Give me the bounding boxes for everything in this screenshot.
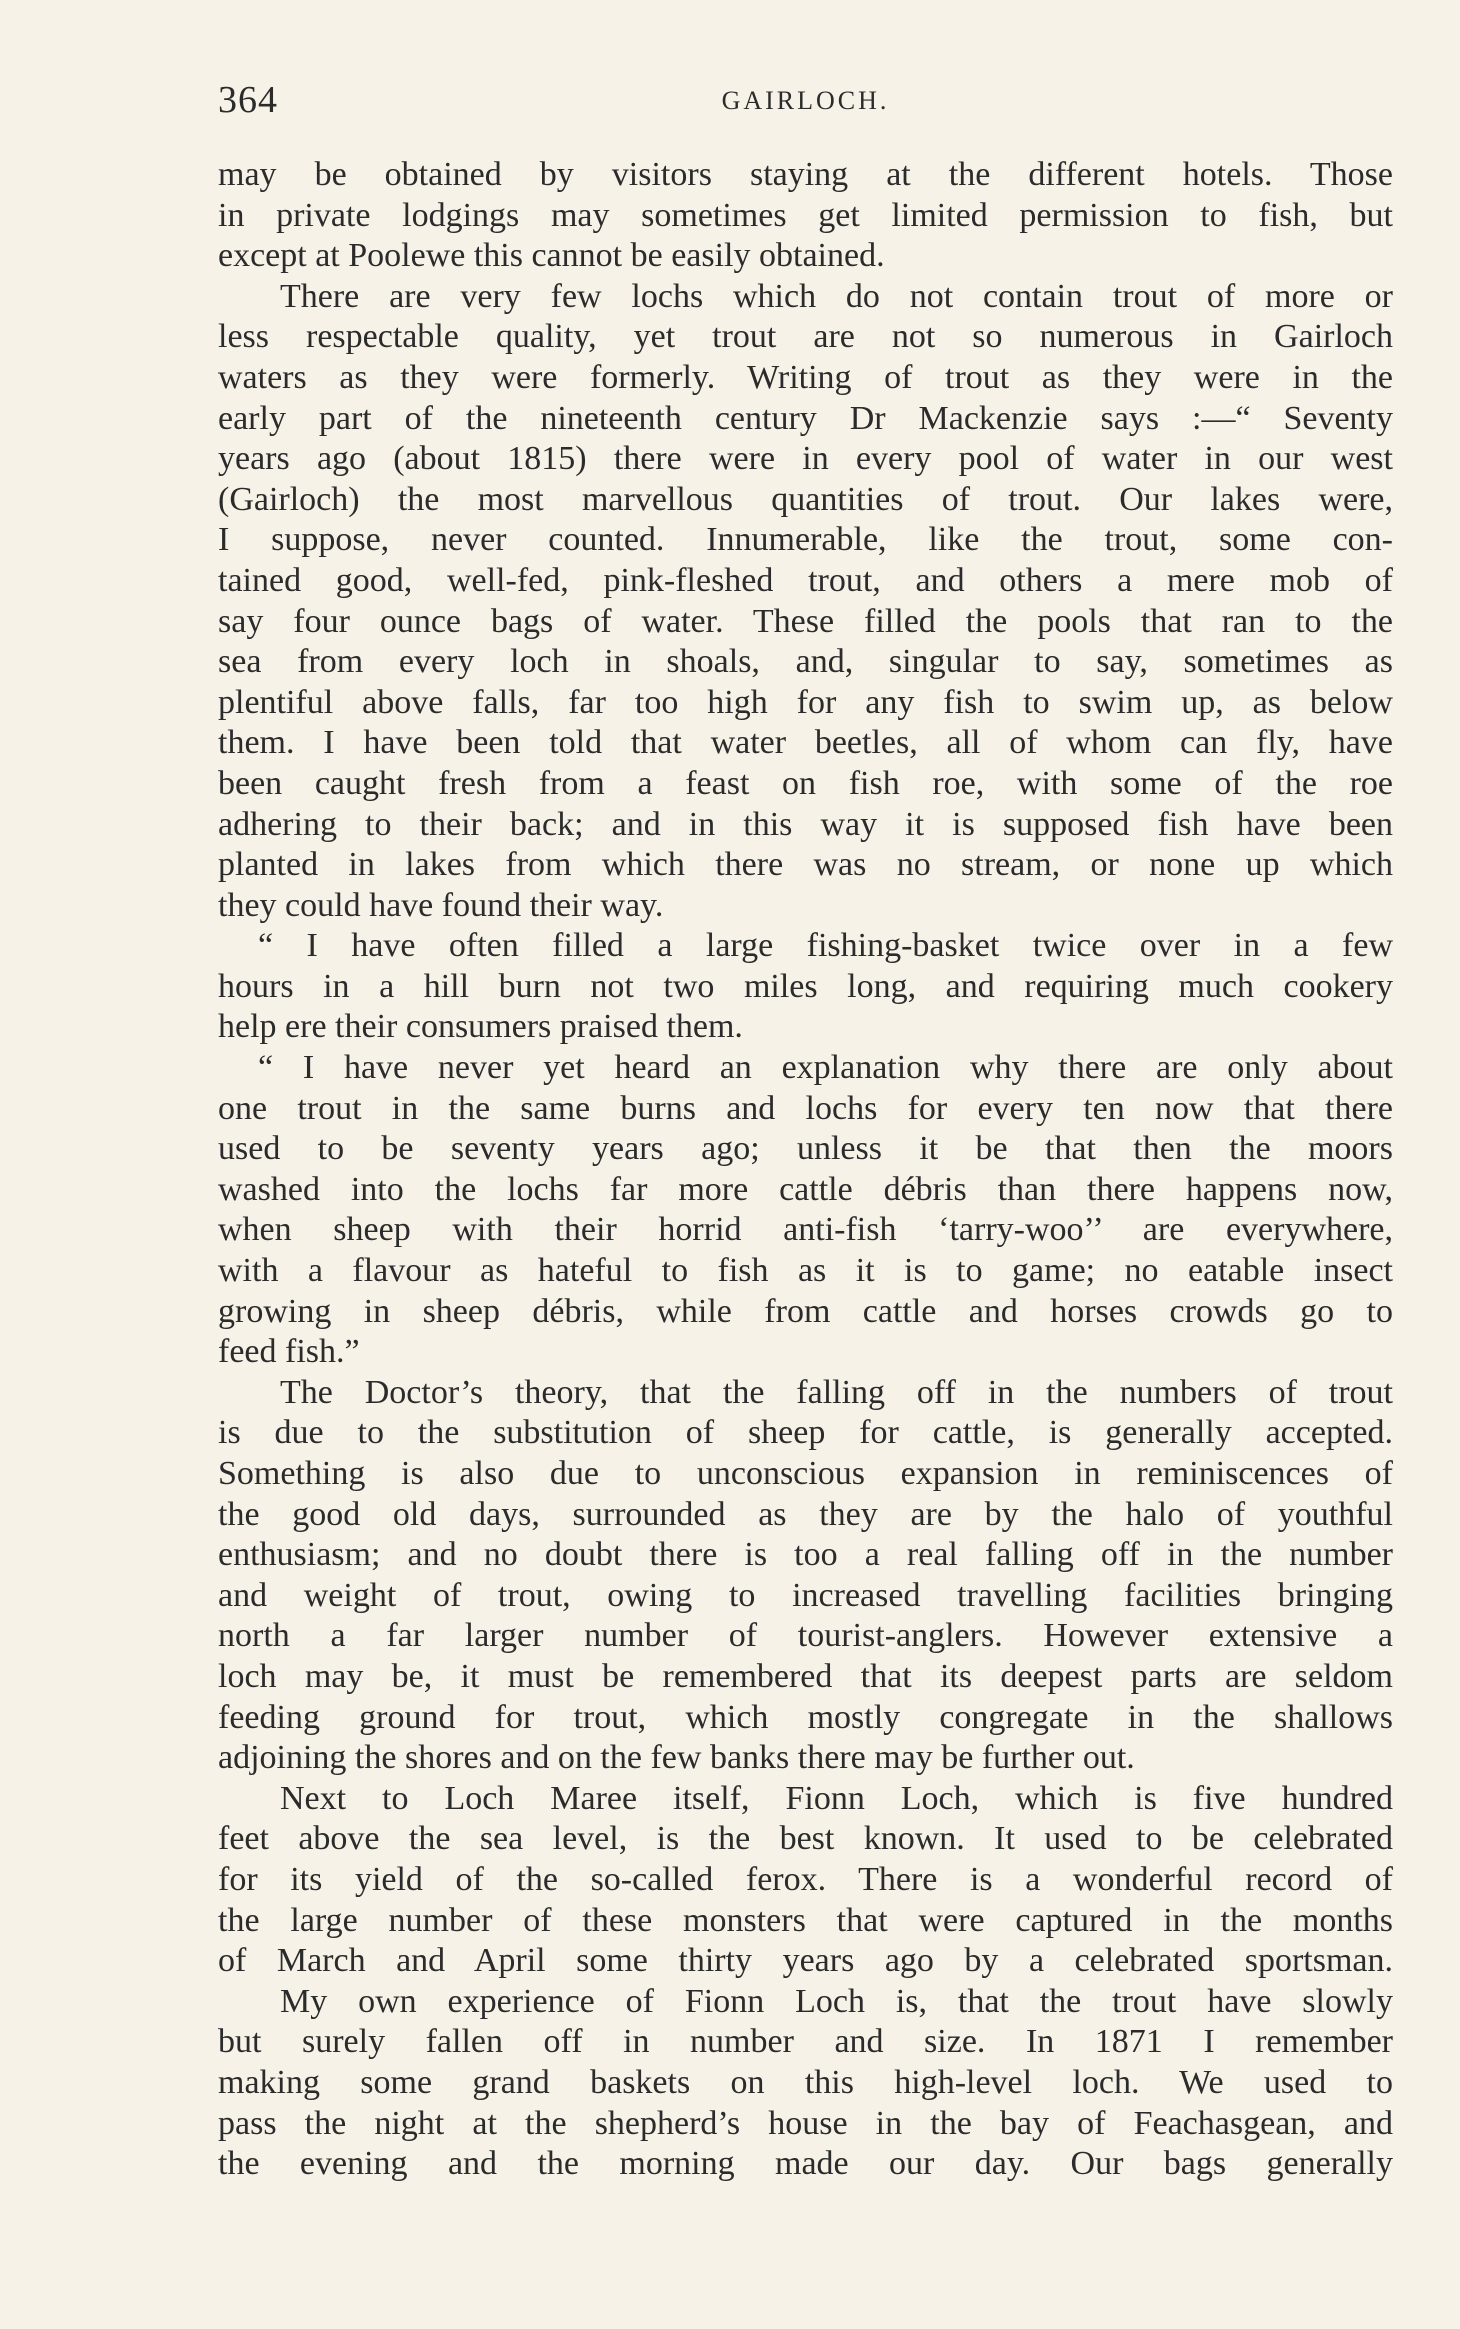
text-line: is due to the substitution of sheep for cattle, is generally accepted. — [218, 1414, 1393, 1452]
text-line: early part of the nineteenth century Dr Mackenzie says :—“ Seventy — [218, 399, 1393, 437]
text-line: of March and April some thirty years ago by a celebrated sportsman. — [218, 1942, 1393, 1980]
text-line: and weight of trout, owing to increased travelling facilities bringing — [218, 1576, 1393, 1614]
text-line: Something is also due to unconscious expansion in reminiscences of — [218, 1455, 1393, 1492]
text-line: the large number of these monsters that were captured in the months — [218, 1901, 1393, 1939]
text-line: plentiful above falls, far too high for any fish to swim up, as below — [218, 683, 1393, 721]
text-line: less respectable quality, yet trout are not so numerous in Gairloch — [218, 318, 1393, 356]
page-header — [218, 78, 1393, 128]
text-line: My own experience of Fionn Loch is, that the trout have slowly — [280, 1982, 1393, 2020]
text-line: been caught fresh from a feast on fish roe, with some of the roe — [218, 764, 1393, 802]
text-line: but surely fallen off in number and size. In 1871 I remember — [218, 2023, 1393, 2061]
text-line: washed into the lochs far more cattle débris than there happens now, — [218, 1170, 1393, 1208]
text-line: may be obtained by visitors staying at the different hotels. Those — [218, 156, 1393, 193]
text-line: tained good, well-fed, pink-fleshed trout, and others a mere mob of — [218, 561, 1393, 599]
text-line: years ago (about 1815) there were in every pool of water in our west — [218, 440, 1393, 478]
text-line: I suppose, never counted. Innumerable, like the trout, some con- — [218, 521, 1393, 559]
page-number: 364 — [218, 79, 278, 121]
text-line: they could have found their way. — [218, 886, 664, 924]
text-line: waters as they were formerly. Writing of trout as they were in the — [218, 358, 1393, 396]
text-line: one trout in the same burns and lochs for every ten now that there — [218, 1089, 1393, 1127]
text-line: the good old days, surrounded as they are by the halo of youthful — [218, 1495, 1393, 1533]
text-line: planted in lakes from which there was no stream, or none up which — [218, 846, 1393, 884]
text-line: say four ounce bags of water. These filled the pools that ran to the — [218, 602, 1393, 640]
text-line: The Doctor’s theory, that the falling off in the numbers of trout — [280, 1373, 1393, 1411]
text-line: hours in a hill burn not two miles long, and requiring much cookery — [218, 967, 1393, 1005]
text-line: feet above the sea level, is the best known. It used to be celebrated — [218, 1820, 1393, 1858]
text-line: them. I have been told that water beetles, all of whom can fly, have — [218, 724, 1393, 762]
text-line: with a flavour as hateful to fish as it is to game; no eatable insect — [218, 1252, 1393, 1290]
running-head: GAIRLOCH. — [721, 86, 890, 115]
body-text — [218, 155, 1393, 2185]
text-line: making some grand baskets on this high-level loch. We used to — [218, 2063, 1393, 2101]
text-line: “ I have never yet heard an explanation why there are only about — [258, 1049, 1393, 1087]
text-line: used to be seventy years ago; unless it be that then the moors — [218, 1130, 1393, 1168]
text-line: adhering to their back; and in this way it is supposed fish have been — [218, 805, 1393, 843]
text-line: enthusiasm; and no doubt there is too a real falling off in the number — [218, 1536, 1393, 1574]
text-line: Next to Loch Maree itself, Fionn Loch, which is five hundred — [280, 1779, 1393, 1817]
text-line: adjoining the shores and on the few banks there may be further out. — [218, 1739, 1135, 1777]
text-line: feed fish.” — [218, 1333, 360, 1371]
text-line: pass the night at the shepherd’s house in the bay of Feachasgean, and — [218, 2104, 1393, 2142]
text-line: loch may be, it must be remembered that its deepest parts are seldom — [218, 1657, 1393, 1695]
text-line: north a far larger number of tourist-anglers. However extensive a — [218, 1617, 1393, 1655]
text-line: “ I have often filled a large fishing-basket twice over in a few — [258, 927, 1393, 965]
text-line: There are very few lochs which do not contain trout of more or — [280, 277, 1393, 315]
text-line: except at Poolewe this cannot be easily obtained. — [218, 237, 885, 275]
text-line: sea from every loch in shoals, and, singular to say, sometimes as — [218, 643, 1393, 681]
text-line: growing in sheep débris, while from cattle and horses crowds go to — [218, 1292, 1393, 1330]
text-line: for its yield of the so-called ferox. There is a wonderful record of — [218, 1860, 1393, 1898]
text-line: (Gairloch) the most marvellous quantities of trout. Our lakes were, — [218, 480, 1393, 518]
text-line: when sheep with their horrid anti-fish ‘tarry-woo’’ are everywhere, — [218, 1211, 1393, 1249]
text-line: the evening and the morning made our day. Our bags generally — [218, 2145, 1393, 2183]
text-line: help ere their consumers praised them. — [218, 1008, 743, 1046]
text-line: in private lodgings may sometimes get limited permission to fish, but — [218, 196, 1393, 234]
text-line: feeding ground for trout, which mostly congregate in the shallows — [218, 1698, 1393, 1736]
